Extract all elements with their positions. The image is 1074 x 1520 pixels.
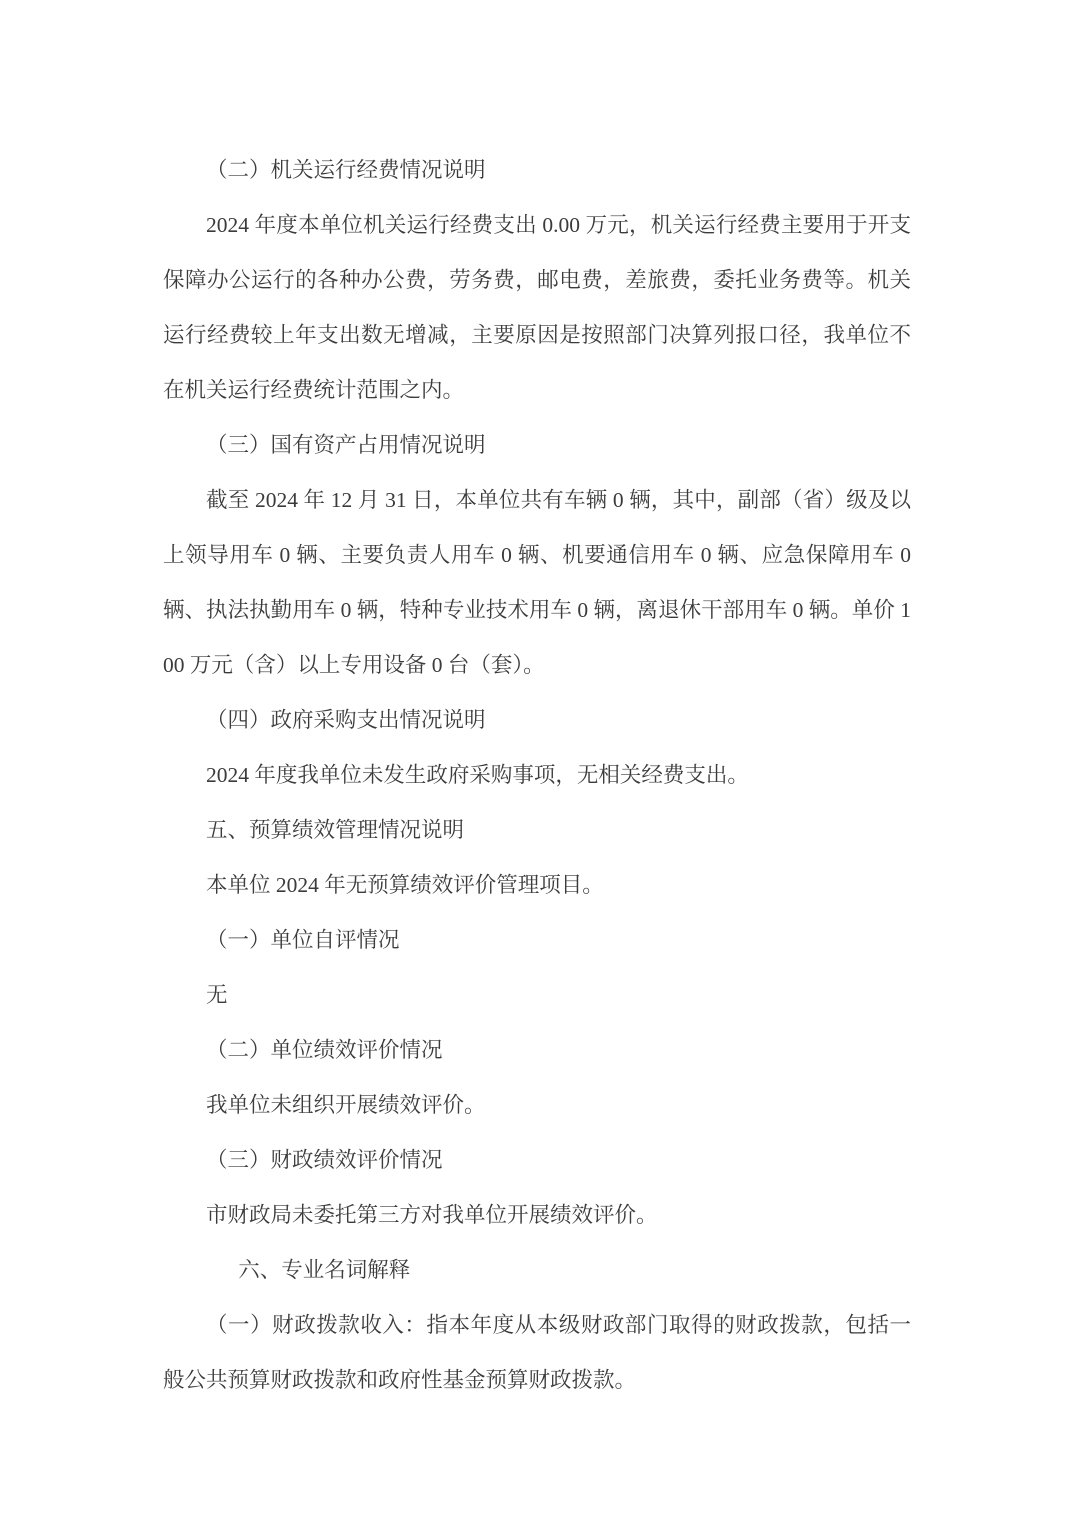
paragraph-state-owned-assets-detail: 截至 2024 年 12 月 31 日，本单位共有车辆 0 辆，其中，副部（省）级及以上领导用车 0 辆、主要负责人用车 0 辆、机要通信用车 0 辆、应急保障用车 0 辆、执法执勤用车 0 辆，特种专业技术用车 0 辆，离退休干部用车 0 辆。单价 100 万元（含）以上专用设备 0 台（套）。 [163,488,911,677]
section-heading-unit-self-evaluation: （一）单位自评情况 [206,928,400,952]
section-heading-state-owned-assets: （三）国有资产占用情况说明 [206,433,486,457]
paragraph-unit-performance-evaluation-detail: 我单位未组织开展绩效评价。 [206,1093,486,1117]
section-heading-unit-performance-evaluation: （二）单位绩效评价情况 [206,1038,443,1062]
paragraph-fiscal-performance-evaluation-detail: 市财政局未委托第三方对我单位开展绩效评价。 [206,1203,658,1227]
paragraph-budget-performance-overview: 本单位 2024 年无预算绩效评价管理项目。 [206,873,604,897]
paragraph-terminology-fiscal-appropriation-income: （一）财政拨款收入：指本年度从本级财政部门取得的财政拨款，包括一般公共预算财政拨款和政府性基金预算财政拨款。 [163,1313,911,1392]
section-heading-organ-operating-expenses: （二）机关运行经费情况说明 [206,158,486,182]
paragraph-government-procurement-detail: 2024 年度我单位未发生政府采购事项，无相关经费支出。 [206,763,749,787]
paragraph-organ-operating-expenses-detail: 2024 年度本单位机关运行经费支出 0.00 万元，机关运行经费主要用于开支保障办公运行的各种办公费，劳务费，邮电费，差旅费，委托业务费等。机关运行经费较上年支出数无增减，主要原因是按照部门决算列报口径，我单位不在机关运行经费统计范围之内。 [163,213,911,402]
section-heading-fiscal-performance-evaluation: （三）财政绩效评价情况 [206,1148,443,1172]
section-heading-government-procurement: （四）政府采购支出情况说明 [206,708,486,732]
section-heading-budget-performance-management: 五、预算绩效管理情况说明 [206,818,465,842]
paragraph-unit-self-evaluation-detail: 无 [206,983,228,1007]
section-heading-terminology: 六、专业名词解释 [238,1258,411,1282]
